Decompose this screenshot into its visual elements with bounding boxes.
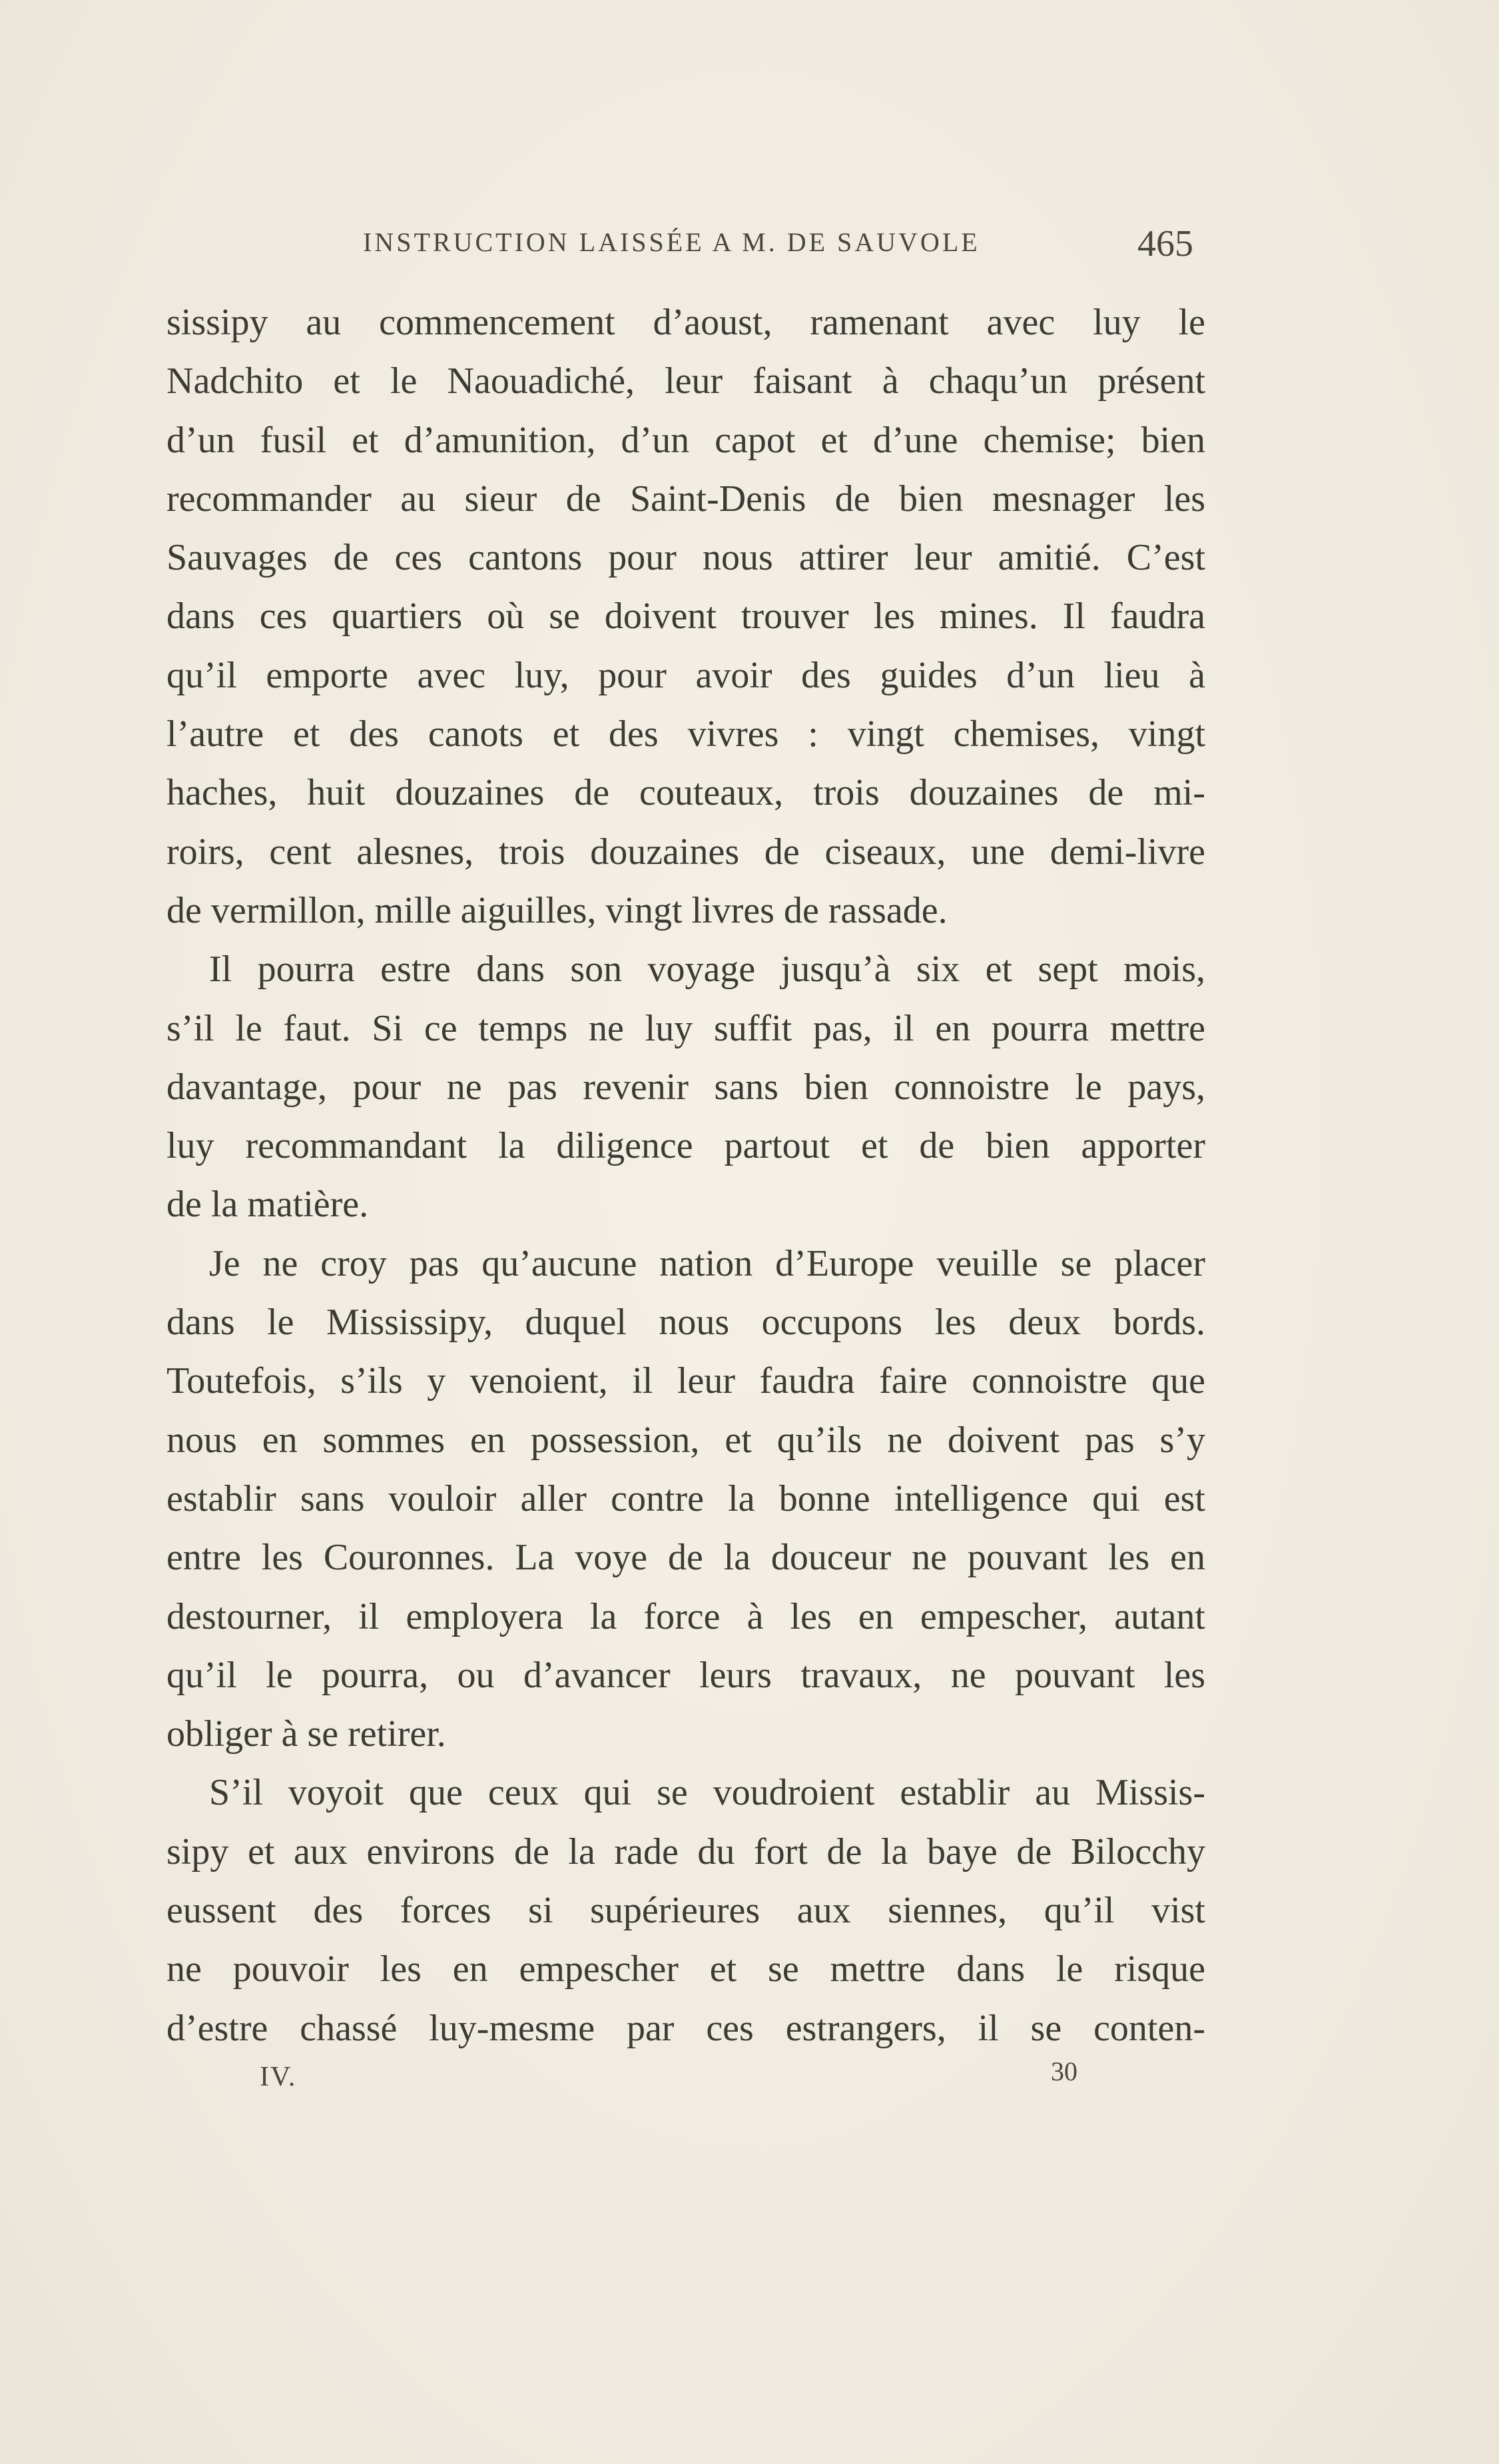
text-line: d’estre chassé luy-mesme par ces estrangers, il se conten- <box>166 2007 1205 2049</box>
volume-signature: IV. <box>260 2062 297 2092</box>
running-title: INSTRUCTION LAISSÉE A M. DE SAUVOLE <box>363 227 980 257</box>
text-line: de vermillon, mille aiguilles, vingt livres de rassade. <box>166 889 948 931</box>
text-line: Toutefois, s’ils y venoient, il leur faudra faire connoistre que <box>166 1360 1205 1402</box>
text-line: haches, huit douzaines de couteaux, trois douzaines de mi- <box>166 772 1205 814</box>
text-line: Je ne croy pas qu’aucune nation d’Europe veuille se placer <box>209 1242 1205 1284</box>
text-line: l’autre et des canots et des vivres : vingt chemises, vingt <box>166 713 1205 755</box>
text-line: qu’il le pourra, ou d’avancer leurs travaux, ne pouvant les <box>166 1654 1205 1696</box>
text-line: eussent des forces si supérieures aux siennes, qu’il vist <box>166 1890 1205 1932</box>
text-line: dans le Mississipy, duquel nous occupons les deux bords. <box>166 1302 1205 1344</box>
text-line: recommander au sieur de Saint-Denis de bien mesnager les <box>166 478 1205 520</box>
text-line: Il pourra estre dans son voyage jusqu’à six et sept mois, <box>209 949 1205 991</box>
text-line: establir sans vouloir aller contre la bonne intelligence qui est <box>166 1477 1205 1519</box>
text-line: qu’il emporte avec luy, pour avoir des guides d’un lieu à <box>166 654 1205 696</box>
paragraph <box>166 1234 1205 1764</box>
text-line: destourner, il employera la force à les en empescher, autant <box>166 1595 1205 1637</box>
text-line: ne pouvoir les en empescher et se mettre dans le risque <box>166 1948 1205 1990</box>
text-line: nous en sommes en possession, et qu’ils ne doivent pas s’y <box>166 1419 1205 1461</box>
text-line: entre les Couronnes. La voye de la douceur ne pouvant les en <box>166 1537 1205 1579</box>
text-line: S’il voyoit que ceux qui se voudroient establir au Missis- <box>209 1772 1205 1814</box>
text-line: de la matière. <box>166 1184 369 1226</box>
text-line: luy recommandant la diligence partout et de bien apporter <box>166 1125 1205 1167</box>
text-line: dans ces quartiers où se doivent trouver les mines. Il faudra <box>166 596 1205 637</box>
sheet-signature: 30 <box>1051 2056 1077 2086</box>
text-line: davantage, pour ne pas revenir sans bien connoistre le pays, <box>166 1066 1205 1108</box>
text-line: sipy et aux environs de la rade du fort de la baye de Bilocchy <box>166 1831 1205 1872</box>
paragraph <box>166 940 1205 1234</box>
text-line: d’un fusil et d’amunition, d’un capot et d’une chemise; bien <box>166 419 1205 461</box>
paragraph <box>166 293 1205 940</box>
text-line: Nadchito et le Naouadiché, leur faisant à chaqu’un présent <box>166 360 1205 402</box>
text-line: sissipy au commencement d’aoust, ramenant avec luy le <box>166 302 1205 343</box>
text-line: Sauvages de ces cantons pour nous attirer leur amitié. C’est <box>166 537 1205 579</box>
page-number: 465 <box>1137 223 1193 264</box>
body-text <box>166 293 1205 2058</box>
paragraph <box>166 1763 1205 2057</box>
text-line: obliger à se retirer. <box>166 1713 446 1755</box>
text-line: s’il le faut. Si ce temps ne luy suffit pas, il en pourra mettre <box>166 1007 1205 1049</box>
text-line: roirs, cent alesnes, trois douzaines de ciseaux, une demi-livre <box>166 831 1205 873</box>
